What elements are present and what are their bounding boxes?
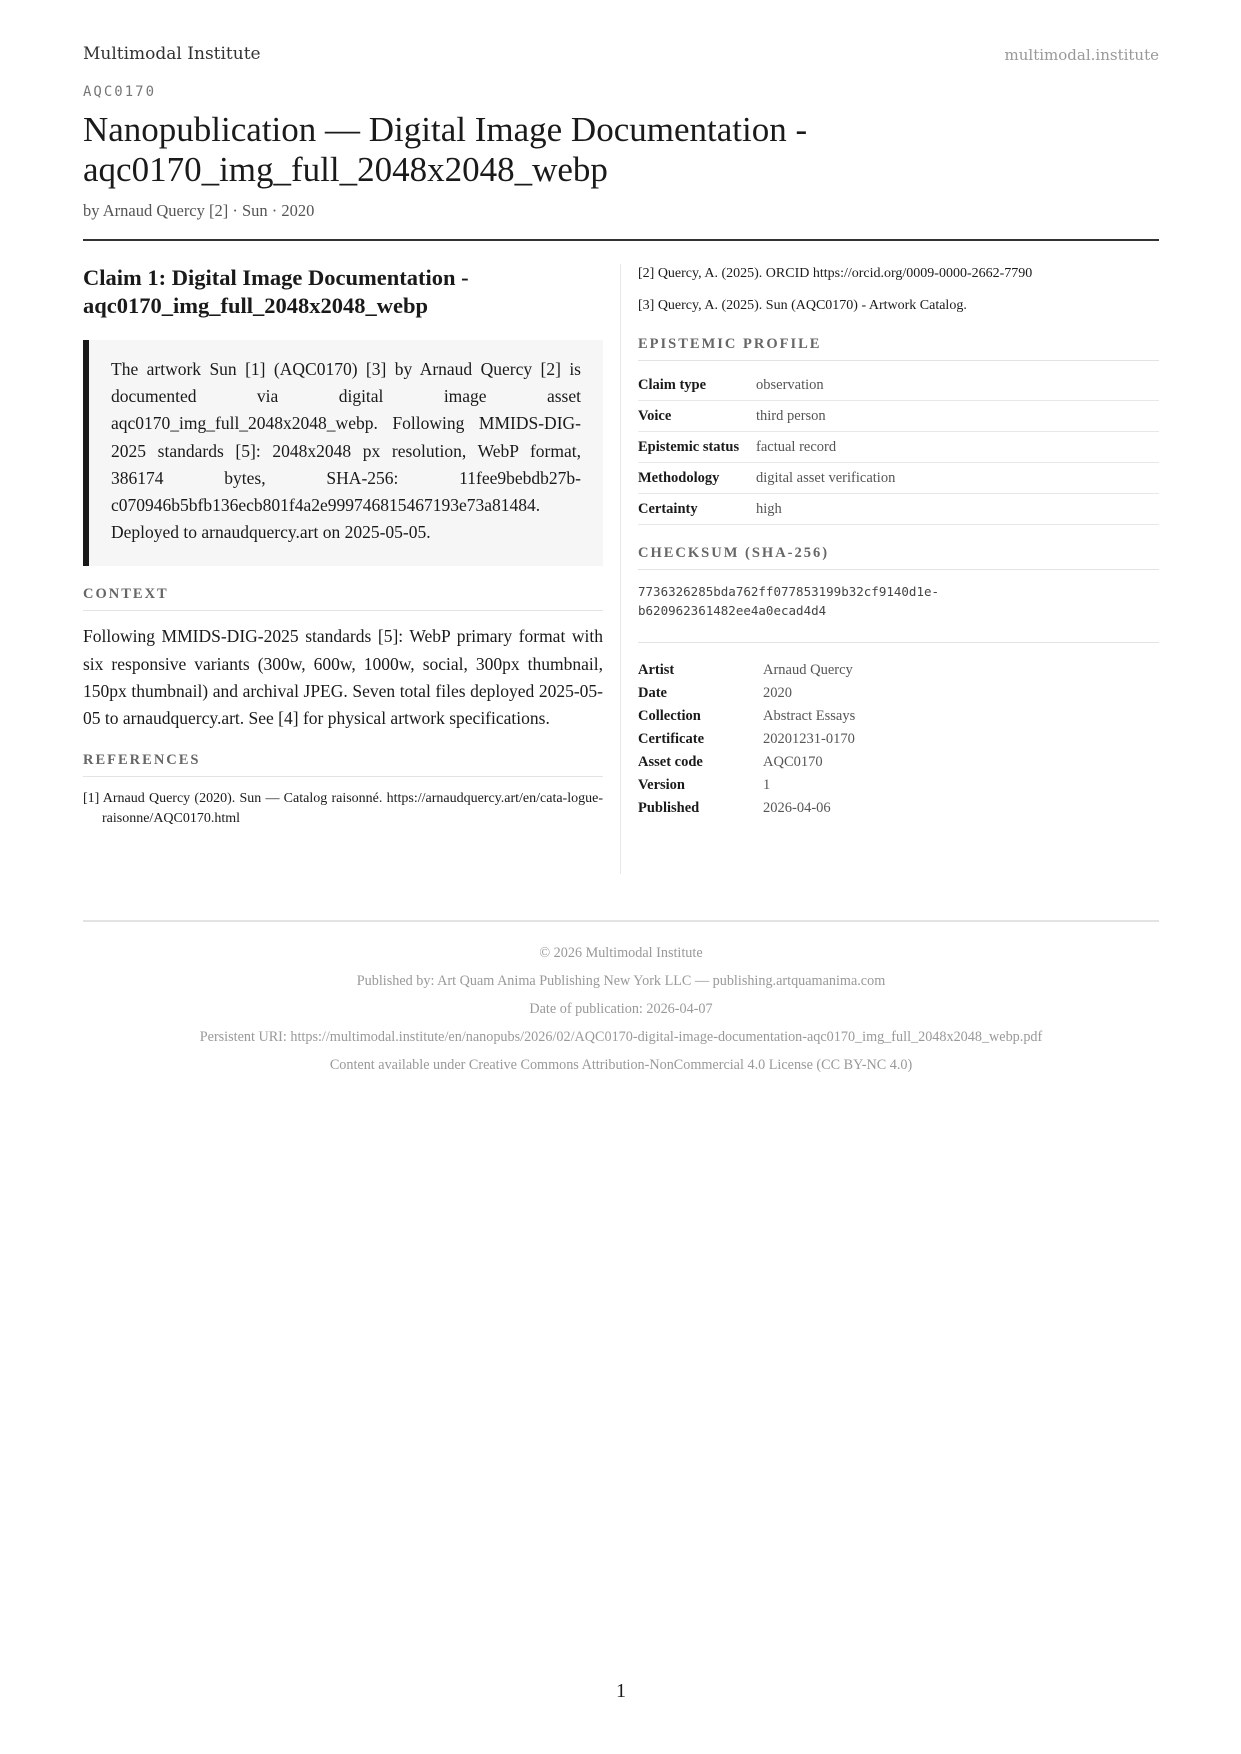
row-value: observation bbox=[756, 370, 1159, 401]
table-row bbox=[638, 751, 1159, 774]
claim-statement: The artwork Sun [1] (AQC0170) [3] by Arnaud Quercy [2] is documented via digital image asset aqc0170_img_full_2048x2048_webp. Following MMIDS-DIG-2025 standards [5]: 2048x2048 px resolution, WebP format, 386174 bytes, SHA-256: 11fee9bebdb27b-c070946b5bfb136ecb801f4a2e999746815467193e73a81484. Deployed to arnaudquercy.art on 2025-05-05. bbox=[83, 340, 603, 566]
row-value: 1 bbox=[763, 777, 771, 793]
row-key: Collection bbox=[638, 708, 701, 724]
epistemic-profile-heading: EPISTEMIC PROFILE bbox=[638, 336, 1159, 361]
table-row bbox=[638, 494, 1159, 525]
reference-item: [1] Arnaud Quercy (2020). Sun — Catalog raisonné. https://arnaudquercy.art/en/cata-logue-raisonne/AQC0170.html bbox=[83, 791, 603, 827]
page-footer bbox=[83, 920, 1159, 1075]
footer-license: Content available under Creative Commons Attribution-NonCommercial 4.0 License (CC BY-NC 4.0) bbox=[329, 1057, 913, 1073]
row-key: Claim type bbox=[638, 370, 756, 401]
checksum-value bbox=[638, 582, 1159, 620]
row-key: Asset code bbox=[638, 754, 703, 770]
context-heading: CONTEXT bbox=[83, 586, 603, 611]
context-text: Following MMIDS-DIG-2025 standards [5]: WebP primary format with six responsive variants (300w, 600w, 1000w, social, 300px thumbnail, 150px thumbnail) and archival JPEG. Seven total files deployed 2025-05-05 to arnaudquercy.art. See [4] for physical artwork specifications. bbox=[83, 626, 603, 729]
table-row bbox=[638, 370, 1159, 401]
asset-code-label: AQC0170 bbox=[83, 84, 157, 100]
footer-persistent-uri: Persistent URI: https://multimodal.institute/en/nanopubs/2026/02/AQC0170-digital-image-documentation-aqc0170_img_full_2048x2048_webp.pdf bbox=[199, 1029, 1043, 1045]
row-value: third person bbox=[756, 401, 1159, 432]
table-row bbox=[638, 432, 1159, 463]
site-domain: multimodal.institute bbox=[1004, 46, 1159, 64]
reference-list bbox=[83, 789, 603, 829]
row-key: Date bbox=[638, 685, 667, 701]
row-value: AQC0170 bbox=[763, 754, 823, 770]
metadata-table bbox=[638, 659, 1159, 820]
row-value: digital asset verification bbox=[756, 463, 1159, 494]
checksum-heading: CHECKSUM (SHA-256) bbox=[638, 545, 1159, 570]
footer-publisher: Published by: Art Quam Anima Publishing New York LLC — publishing.artquamanima.com bbox=[356, 973, 886, 989]
row-key: Artist bbox=[638, 662, 675, 678]
right-column bbox=[638, 264, 1159, 820]
page-title: Nanopublication — Digital Image Documentation - aqc0170_img_full_2048x2048_webp bbox=[83, 110, 808, 189]
reference-item: [2] Quercy, A. (2025). ORCID https://orcid.org/0009-0000-2662-7790 bbox=[638, 266, 1033, 281]
footer-copyright: © 2026 Multimodal Institute bbox=[539, 945, 703, 961]
footer-publication-date: Date of publication: 2026-04-07 bbox=[529, 1001, 713, 1017]
table-row bbox=[638, 774, 1159, 797]
institute-name: Multimodal Institute bbox=[83, 44, 261, 64]
table-row bbox=[638, 705, 1159, 728]
row-value: 2020 bbox=[763, 685, 792, 701]
checksum-line: b620962361482ee4a0ecad4d4 bbox=[638, 603, 827, 618]
header-divider bbox=[83, 239, 1159, 241]
table-row bbox=[638, 728, 1159, 751]
row-key: Voice bbox=[638, 401, 756, 432]
meta-divider bbox=[638, 642, 1159, 643]
checksum-line: 7736326285bda762ff077853199b32cf9140d1e- bbox=[638, 584, 940, 599]
row-value: 20201231-0170 bbox=[763, 731, 855, 747]
page-number: 1 bbox=[616, 1680, 626, 1702]
row-value: Arnaud Quercy bbox=[763, 662, 853, 678]
left-column bbox=[83, 264, 603, 829]
row-value: 2026-04-06 bbox=[763, 800, 831, 816]
row-value: factual record bbox=[756, 432, 1159, 463]
row-key: Certificate bbox=[638, 731, 705, 747]
table-row bbox=[638, 797, 1159, 820]
site-header bbox=[83, 44, 1159, 68]
column-divider bbox=[620, 264, 621, 874]
claim-title: Claim 1: Digital Image Documentation - aqc0170_img_full_2048x2048_webp bbox=[83, 265, 469, 318]
epistemic-profile-table bbox=[638, 370, 1159, 525]
reference-item: [3] Quercy, A. (2025). Sun (AQC0170) - Artwork Catalog. bbox=[638, 298, 967, 313]
row-key: Published bbox=[638, 800, 700, 816]
row-key: Version bbox=[638, 777, 685, 793]
byline: by Arnaud Quercy [2] · Sun · 2020 bbox=[83, 201, 315, 220]
references-heading: REFERENCES bbox=[83, 752, 603, 777]
row-key: Epistemic status bbox=[638, 432, 756, 463]
row-key: Certainty bbox=[638, 494, 756, 525]
table-row bbox=[638, 659, 1159, 682]
row-value: Abstract Essays bbox=[763, 708, 856, 724]
table-row bbox=[638, 682, 1159, 705]
table-row bbox=[638, 401, 1159, 432]
row-key: Methodology bbox=[638, 463, 756, 494]
row-value: high bbox=[756, 494, 1159, 525]
table-row bbox=[638, 463, 1159, 494]
